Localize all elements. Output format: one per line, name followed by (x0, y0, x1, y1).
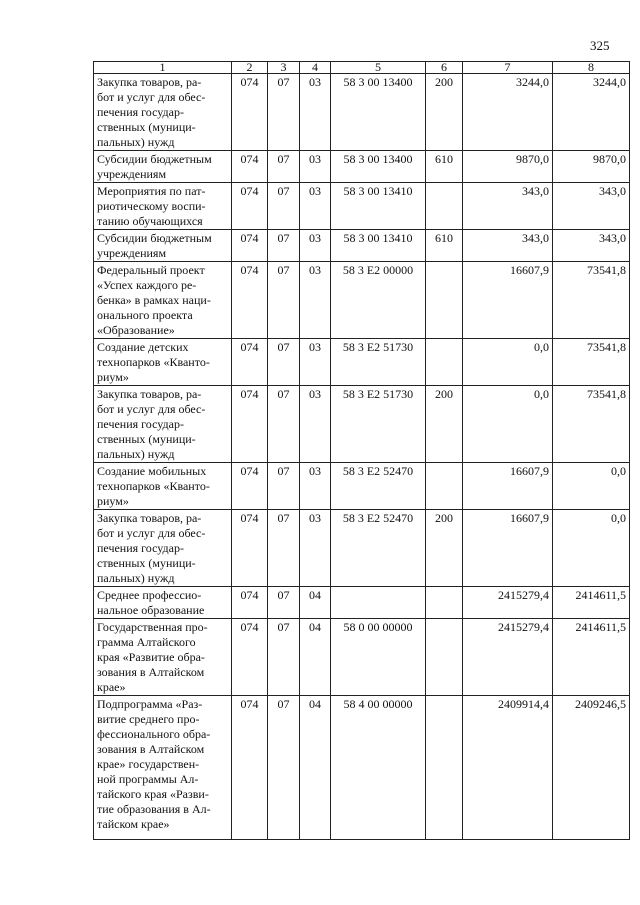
amount-col8-cell: 3244,0 (553, 74, 630, 151)
row-name-cell: Подпрограмма «Раз- витие среднего про- фессионального обра- зования в Алтайском крае» государствен- ной программы Ал- тайского края «Разви- тие образования в Ал- тайском крае» (94, 696, 232, 840)
amount-col8-cell: 2409246,5 (553, 696, 630, 840)
target-article-cell: 58 3 00 13400 (331, 151, 426, 183)
expense-type-cell: 610 (426, 230, 463, 262)
ministry-code-cell: 074 (232, 74, 268, 151)
table-row (94, 510, 630, 587)
budget-table (93, 61, 630, 840)
expense-type-cell: 200 (426, 386, 463, 463)
table-row (94, 151, 630, 183)
target-article-cell: 58 3 E2 51730 (331, 386, 426, 463)
ministry-code-cell: 074 (232, 262, 268, 339)
amount-col7-cell: 0,0 (463, 386, 553, 463)
ministry-code-cell: 074 (232, 339, 268, 386)
table-row (94, 386, 630, 463)
column-header: 3 (268, 62, 300, 74)
section-code-cell: 07 (268, 510, 300, 587)
expense-type-cell (426, 619, 463, 696)
row-name-cell: Закупка товаров, ра- бот и услуг для обес- печения государ- ственных (муници- пальных) нужд (94, 74, 232, 151)
section-code-cell: 07 (268, 339, 300, 386)
target-article-cell: 58 4 00 00000 (331, 696, 426, 840)
row-name-cell: Мероприятия по пат- риотическому воспи- танию обучающихся (94, 183, 232, 230)
column-header: 7 (463, 62, 553, 74)
section-code-cell: 07 (268, 230, 300, 262)
expense-type-cell (426, 696, 463, 840)
subsection-code-cell: 03 (300, 339, 331, 386)
expense-type-cell (426, 339, 463, 386)
table-row (94, 587, 630, 619)
table-row (94, 262, 630, 339)
expense-type-cell (426, 587, 463, 619)
subsection-code-cell: 04 (300, 587, 331, 619)
subsection-code-cell: 04 (300, 619, 331, 696)
section-code-cell: 07 (268, 262, 300, 339)
ministry-code-cell: 074 (232, 510, 268, 587)
row-name-cell: Федеральный проект «Успех каждого ре- бенка» в рамках наци- онального проекта «Образование» (94, 262, 232, 339)
amount-col7-cell: 343,0 (463, 230, 553, 262)
row-name-cell: Создание мобильных технопарков «Кванто- риум» (94, 463, 232, 510)
amount-col7-cell: 16607,9 (463, 510, 553, 587)
expense-type-cell (426, 183, 463, 230)
expense-type-cell: 200 (426, 510, 463, 587)
target-article-cell (331, 587, 426, 619)
table-row (94, 463, 630, 510)
ministry-code-cell: 074 (232, 619, 268, 696)
amount-col7-cell: 2415279,4 (463, 587, 553, 619)
amount-col7-cell: 2415279,4 (463, 619, 553, 696)
row-name-cell: Закупка товаров, ра- бот и услуг для обес- печения государ- ственных (муници- пальных) нужд (94, 386, 232, 463)
expense-type-cell: 610 (426, 151, 463, 183)
amount-col8-cell: 343,0 (553, 183, 630, 230)
amount-col8-cell: 9870,0 (553, 151, 630, 183)
subsection-code-cell: 03 (300, 510, 331, 587)
column-header: 5 (331, 62, 426, 74)
subsection-code-cell: 03 (300, 230, 331, 262)
section-code-cell: 07 (268, 463, 300, 510)
amount-col8-cell: 2414611,5 (553, 619, 630, 696)
row-name-cell: Среднее профессио- нальное образование (94, 587, 232, 619)
section-code-cell: 07 (268, 151, 300, 183)
amount-col7-cell: 16607,9 (463, 262, 553, 339)
section-code-cell: 07 (268, 74, 300, 151)
amount-col8-cell: 343,0 (553, 230, 630, 262)
row-name-cell: Государственная про- грамма Алтайского края «Развитие обра- зования в Алтайском крае» (94, 619, 232, 696)
column-header: 8 (553, 62, 630, 74)
column-header: 2 (232, 62, 268, 74)
subsection-code-cell: 03 (300, 262, 331, 339)
target-article-cell: 58 0 00 00000 (331, 619, 426, 696)
target-article-cell: 58 3 E2 52470 (331, 463, 426, 510)
ministry-code-cell: 074 (232, 183, 268, 230)
amount-col8-cell: 0,0 (553, 510, 630, 587)
expense-type-cell (426, 262, 463, 339)
table-row (94, 619, 630, 696)
subsection-code-cell: 03 (300, 183, 331, 230)
target-article-cell: 58 3 E2 52470 (331, 510, 426, 587)
target-article-cell: 58 3 00 13410 (331, 230, 426, 262)
subsection-code-cell: 03 (300, 151, 331, 183)
column-header: 4 (300, 62, 331, 74)
table-row (94, 74, 630, 151)
amount-col8-cell: 73541,8 (553, 386, 630, 463)
ministry-code-cell: 074 (232, 386, 268, 463)
table-row (94, 230, 630, 262)
table-row (94, 339, 630, 386)
table-row (94, 183, 630, 230)
amount-col7-cell: 0,0 (463, 339, 553, 386)
column-header: 1 (94, 62, 232, 74)
section-code-cell: 07 (268, 183, 300, 230)
expense-type-cell: 200 (426, 74, 463, 151)
target-article-cell: 58 3 00 13400 (331, 74, 426, 151)
amount-col7-cell: 2409914,4 (463, 696, 553, 840)
row-name-cell: Создание детских технопарков «Кванто- риум» (94, 339, 232, 386)
ministry-code-cell: 074 (232, 696, 268, 840)
target-article-cell: 58 3 E2 51730 (331, 339, 426, 386)
subsection-code-cell: 03 (300, 386, 331, 463)
table-header-row (94, 62, 630, 74)
ministry-code-cell: 074 (232, 230, 268, 262)
row-name-cell: Закупка товаров, ра- бот и услуг для обес- печения государ- ственных (муници- пальных) нужд (94, 510, 232, 587)
subsection-code-cell: 04 (300, 696, 331, 840)
amount-col7-cell: 16607,9 (463, 463, 553, 510)
amount-col8-cell: 0,0 (553, 463, 630, 510)
column-header: 6 (426, 62, 463, 74)
expense-type-cell (426, 463, 463, 510)
table-row (94, 696, 630, 840)
section-code-cell: 07 (268, 619, 300, 696)
page-number: 325 (590, 38, 610, 53)
amount-col8-cell: 2414611,5 (553, 587, 630, 619)
row-name-cell: Субсидии бюджетным учреждениям (94, 230, 232, 262)
section-code-cell: 07 (268, 696, 300, 840)
amount-col7-cell: 343,0 (463, 183, 553, 230)
target-article-cell: 58 3 00 13410 (331, 183, 426, 230)
subsection-code-cell: 03 (300, 463, 331, 510)
subsection-code-cell: 03 (300, 74, 331, 151)
ministry-code-cell: 074 (232, 151, 268, 183)
amount-col8-cell: 73541,8 (553, 262, 630, 339)
target-article-cell: 58 3 E2 00000 (331, 262, 426, 339)
ministry-code-cell: 074 (232, 587, 268, 619)
amount-col7-cell: 9870,0 (463, 151, 553, 183)
row-name-cell: Субсидии бюджетным учреждениям (94, 151, 232, 183)
section-code-cell: 07 (268, 587, 300, 619)
amount-col8-cell: 73541,8 (553, 339, 630, 386)
section-code-cell: 07 (268, 386, 300, 463)
ministry-code-cell: 074 (232, 463, 268, 510)
amount-col7-cell: 3244,0 (463, 74, 553, 151)
